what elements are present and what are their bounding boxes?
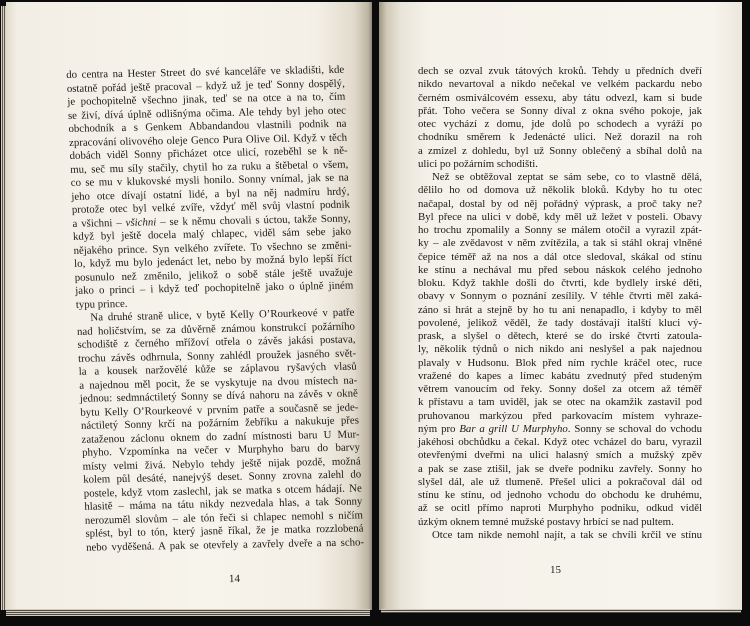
italic-text: Bar a grill U Murphyho — [459, 422, 568, 435]
text-line: otevřenými dveřmi na ulici halasný smích a mužský zpěv — [418, 449, 702, 462]
text-line: ulici po požárním schodišti. — [418, 157, 538, 170]
text-line: do centra na Hester Street do své kanceláře ve skladišti, kde — [66, 63, 345, 81]
text-line: nikdo nevartoval a nikdo nečekal ve velkém packardu nebo — [418, 78, 702, 91]
text-segment: a všichni – — [72, 216, 126, 230]
text-line: k přístavu a tam uviděl, jak se otec na okamžik zastavil pod — [418, 396, 702, 409]
text-line: posunulo než změnilo, jelikož o sobě stále ještě uvažuje — [74, 266, 353, 284]
text-line: dobách viděl Sonny přicházet otce ulicí, rozeběhl se k ně- — [69, 144, 348, 162]
text-line: ly, několik týdnů o nich nikdo ani neslyšel a pak najednou — [418, 343, 702, 356]
text-line: dělilo ho od domova už několik bloků. Kdyby ho tu otec — [418, 184, 702, 197]
text-line: nebo vyděšená. A pak se otevřely a zavřely dveře a na scho- — [85, 535, 365, 554]
text-line: dech se ozval zvuk tátových kroků. Tehdy u předních dveří — [418, 65, 702, 77]
text-line: ho trochu zpomalily a Sonny se málem otočil a vyrazil zpát- — [418, 224, 702, 236]
text-line: úzkým oknem temné mužské postavy hrbící se nad pultem. — [418, 515, 674, 528]
text-line: a pak se zase ztišil, jak se dveře podniku zavřely. Sonny ho — [418, 462, 702, 475]
text-line — [418, 423, 702, 436]
text-line: Otce tam nikde nemohl najít, a tak se chvíli krčil ve stínu — [432, 528, 702, 541]
text-line: Byl přece na ulici v době, kdy měl už ležet v posteli. Obavy — [418, 210, 702, 223]
text-line: pruhovanou markýzou před parkovacím místem vyhraze- — [418, 409, 702, 422]
text-line: mu, seč mu síly stačily, chytil ho za ruku a štěbetal o všem, — [69, 158, 349, 176]
text-line: načapal, dostal by od něj pořádný výprask, a proč taky ne? — [418, 197, 702, 210]
text-line: chodníku směrem k Jedenácté ulici. Než dorazil na roh — [418, 131, 702, 144]
right-page-text — [418, 65, 702, 542]
text-line: se živí, dívá úplně odlišnýma očima. Ale tehdy byl jeho otec — [67, 104, 347, 122]
right-page-bottom-edges — [381, 609, 741, 613]
text-line: la a kousek naržovělé kůže se záplavou ryšavých vlasů — [78, 360, 357, 378]
text-line: slyšel dál, ale už tlumeně. Přešel ulici a pokračoval dál od — [418, 475, 702, 488]
text-line: jako o princi – i když teď pochopitelně jako o úplně jiném — [75, 279, 354, 297]
text-line: a zmizel z dohledu, byl už Sonny oblečený a sbíhal dolů na — [418, 144, 702, 157]
text-line: místy velmi živá. Nebylo tehdy ještě nijak pozdě, možná — [82, 454, 361, 473]
text-line: bloku. Když takhle došli do čtvrti, kde bydlely irské děti, — [418, 277, 702, 289]
text-line: ky – ale zvědavost v něm zvítězila, a tak si stáhl okraj vlněné — [418, 237, 702, 250]
text-line: obchodník a s Genkem Abbandandou vlastnili podnik na — [68, 117, 347, 135]
text-line: je pochopitelně všechno jinak, teď se na otce a na to, čím — [67, 90, 346, 108]
text-line: a najednou měl pocit, že se vyskytuje na dvou místech na- — [79, 373, 358, 392]
text-line: černém osmiválcovém essexu, aby tátu odvezl, kam si bude — [418, 91, 702, 104]
text-line: vražené do kapes a límec kabátu zvednutý před studeným — [418, 369, 702, 382]
text-line: ostatně pořád ještě pracoval – když už je teď Sonny dospělý, — [66, 77, 346, 95]
text-line: trochu závěs odhrnula, Sonny zahlédl proužek jasného svět- — [77, 346, 357, 365]
text-line: splést, byl to tón, který jasně říkal, že je matka rozzlobená — [85, 522, 364, 540]
text-line: jeho otce dívají ostatní lidé, a byl na něj nadmíru hrdý, — [71, 185, 350, 203]
text-line: čepice téměř až na nos a dál otce sledoval, skákal od stínu — [418, 250, 702, 263]
text-line: phyho. Vzpomínka na večer v Murphyho baru do barvy — [81, 441, 361, 459]
text-line: nějakého prince. Syn velkého zvířete. To všechno se změni- — [73, 239, 352, 257]
text-line: Na druhé straně ulice, v bytě Kelly O’Rourkeové v patře — [90, 306, 355, 324]
text-line: otec vychází z domu, jde dolů po schodech a vyráží po — [418, 118, 702, 130]
text-line: postele, když vtom zaslechl, jak se matka s otcem hádají. Ne — [83, 481, 362, 500]
text-line: kolem půl desáté, nanejvýš deset. Sonny zrovna zalehl do — [82, 468, 362, 486]
text-line: hlasitě – máma na tátu nikdy nezvedala hlas, a tak Sonny — [84, 495, 363, 513]
page-number: 14 — [228, 572, 241, 586]
text-line: nad holičstvím, se za důvěrně známou konstrukcí požárního — [76, 320, 356, 338]
text-line: jednou: sedmnáctiletý Sonny se dívá nahoru na závěs v okně — [79, 387, 359, 405]
italic-text: všichni — [125, 215, 157, 229]
text-line: stínu ke stínu, od jednoho vchodu do obchodu ke druhému, — [418, 489, 702, 501]
left-page-bottom-edges — [6, 609, 370, 616]
text-line: protože otec byl velké zvíře, vždyť měl svůj vlastní podnik — [71, 198, 351, 216]
text-line: typu prince. — [75, 297, 128, 311]
text-line: zpracování olivového oleje Genco Pura Olive Oil. Když v těch — [68, 131, 348, 149]
text-line: schodiště z černého mřížoví otřela o závěs jakási postava, — [77, 333, 356, 351]
page-number: 15 — [550, 564, 561, 576]
text-line: obavy v Sonnym o poznání zesílily. V téhle čtvrti měl zaká- — [418, 290, 702, 303]
text-line: jakéhosi obchůdku a čekal. Když otec vcházel do baru, vyrazil — [418, 436, 702, 448]
text-line: když byl ještě docela malý chlapec, viděl sám sebe jako — [72, 225, 352, 243]
left-page-text — [66, 64, 364, 555]
text-line: zataženou záclonu oknem do zadní místnosti baru U Mur- — [81, 427, 360, 446]
text-line: náctiletý Sonny krčí na požárním žebříku a nakukuje přes — [80, 414, 360, 432]
text-line: lo, když mu bylo jedenáct let, nebo by možná bylo lepší říct — [73, 252, 353, 270]
text-line: větrem vanoucím od řeky. Sonny došel za otcem až téměř — [418, 383, 702, 395]
text-line: plavaly v Hudsonu. Blok před ním rychle kráčel otec, ruce — [418, 356, 702, 369]
text-line: záno si hrát a stejně by ho tu ani nenapadlo, i kdyby to měl — [418, 303, 702, 316]
text-line: přát. Toho večera se Sonny díval z okna svého pokoje, jak — [418, 104, 702, 117]
text-line: až se ocitl přímo naproti Murphyho podniku, odkud viděl — [418, 502, 702, 515]
text-line: nerozuměl slovům – ale tón řeči si chlapec nemohl s ničím — [84, 508, 364, 527]
text-line: Než se obtěžoval zeptat se sám sebe, co to vlastně dělá, — [432, 171, 702, 183]
text-line: bytu Kelly O’Rourkeové v prvním patře a současně se jede- — [80, 400, 359, 419]
text-segment: . Sonny se schoval do vchodu — [567, 422, 702, 435]
text-line: povolené, jelikož věděl, že tady dostávají italští kluci vý- — [418, 316, 702, 329]
text-line: co se mu v klukovské mysli honilo. Sonny vnímal, jak se na — [70, 171, 349, 189]
text-line: prask, a slyšel o dětech, které se do irské čtvrti zatoula- — [418, 330, 702, 342]
text-segment: – se k němu chovali s úctou, takže Sonny, — [155, 212, 351, 228]
text-segment: ným pro — [418, 422, 460, 435]
text-line: ke stínu a nechával mu před sebou náskok celého jednoho — [418, 263, 702, 276]
